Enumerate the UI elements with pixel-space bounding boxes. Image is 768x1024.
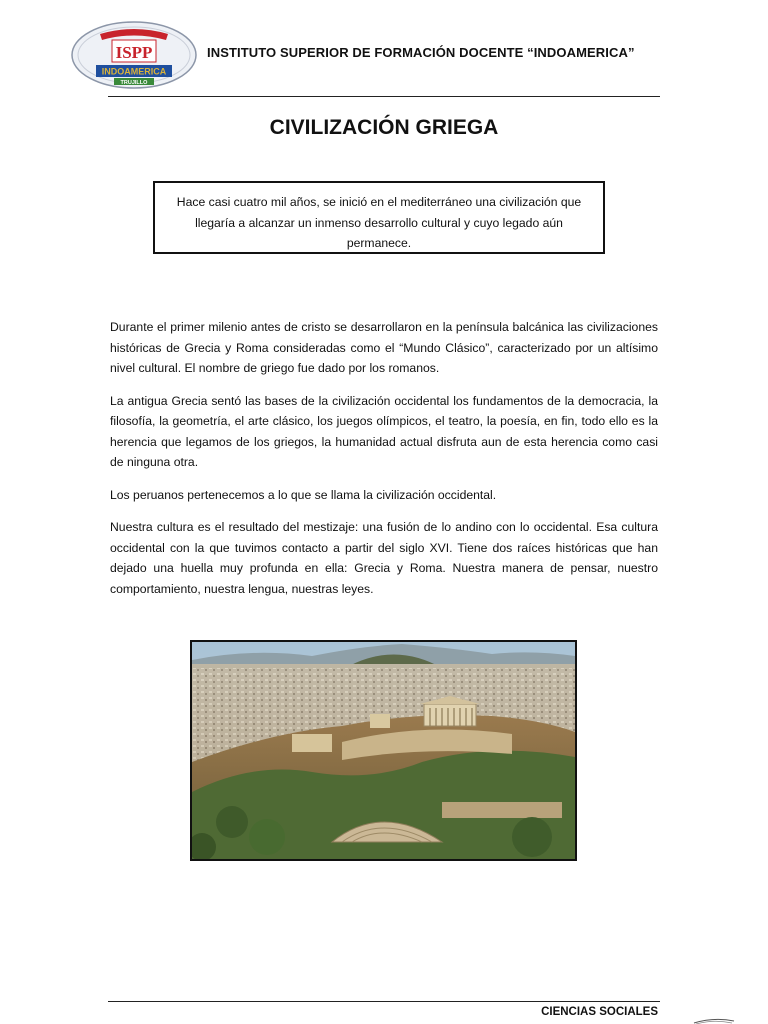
institute-logo: [70, 20, 198, 90]
body-text: [110, 317, 658, 611]
header-divider: [108, 96, 660, 97]
page-title: CIVILIZACIÓN GRIEGA: [269, 116, 499, 139]
paragraph: Durante el primer milenio antes de cristo se desarrollaron en la península balcánica las civilizaciones históricas de Grecia y Roma consideradas como el “Mundo Clásico”, caracterizado por un altísimo nivel cultural. El nombre de griego fue dado por los romanos.: [110, 320, 658, 375]
footer-subject: CIENCIAS SOCIALES: [541, 1006, 658, 1018]
paragraph: La antigua Grecia sentó las bases de la civilización occidental los fundamentos de la democracia, la filosofía, la geometría, el arte clásico, los juegos olímpicos, el teatro, la poesía, en fin, todo ello es la herencia que legamos de los griegos, la humanidad actual disfruta aun de esta herencia como casi de ninguna otra.: [110, 393, 658, 469]
logo-subtitle: TRUJILLO: [120, 80, 148, 86]
intro-box: [153, 181, 605, 254]
page-curl-icon: [692, 1016, 736, 1024]
logo-name: INDOAMERICA: [101, 66, 167, 77]
institute-seal-icon: [70, 20, 198, 90]
logo-acronym: ISPP: [115, 43, 153, 62]
acropolis-athens-photo: [192, 642, 575, 859]
acropolis-photo: [190, 640, 577, 861]
intro-text: Hace casi cuatro mil años, se inició en el mediterráneo una civilización que llegaría a alcanzar un inmenso desarrollo cultural y cuyo legado aún permanece.: [176, 195, 582, 250]
institution-name: INSTITUTO SUPERIOR DE FORMACIÓN DOCENTE “INDOAMERICA”: [207, 45, 635, 60]
paragraph: Los peruanos pertenecemos a lo que se llama la civilización occidental.: [110, 487, 497, 502]
paragraph: Nuestra cultura es el resultado del mestizaje: una fusión de lo andino con lo occidental. Esa cultura occidental con la que tuvimos contacto a partir del siglo XVI. Tiene dos raíces históricas que han dejado una huella muy profunda en ella: Grecia y Roma. Nuestra manera de pensar, nuestro comportamiento, nuestra lengua, nuestras leyes.: [110, 520, 658, 596]
footer-divider: [108, 1001, 660, 1002]
